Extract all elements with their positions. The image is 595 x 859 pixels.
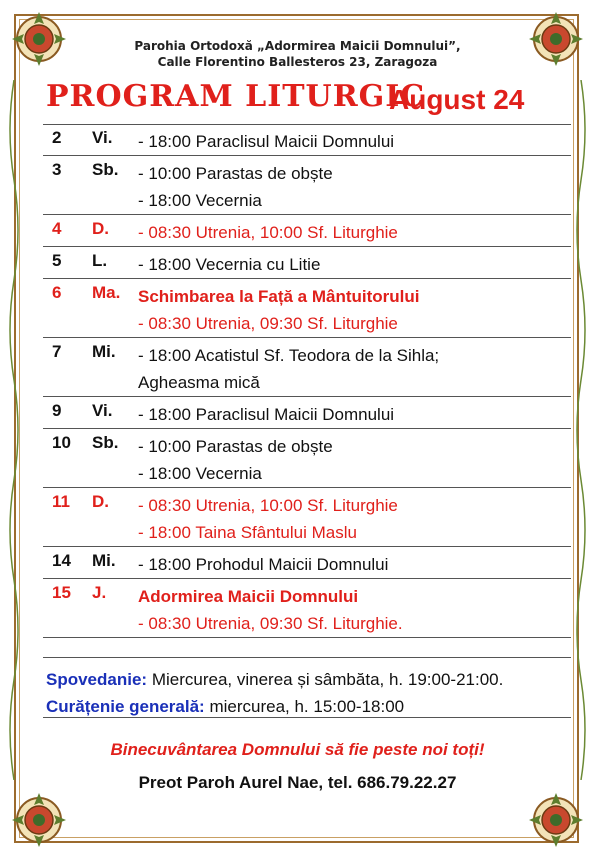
info-section	[46, 666, 503, 720]
day-number: 4	[52, 219, 62, 238]
page-title: PROGRAM LITURGIC	[46, 79, 426, 114]
weekday-label: Sb.	[92, 160, 119, 179]
event-line: - 18:00 Prohodul Maicii Domnului	[138, 555, 389, 574]
schedule-row	[43, 124, 571, 156]
event-line: - 10:00 Parastas de obște	[138, 164, 333, 183]
event-line: - 08:30 Utrenia, 10:00 Sf. Liturghie	[138, 223, 398, 242]
confession-label: Spovedanie:	[46, 670, 148, 689]
schedule-row	[43, 579, 571, 638]
corner-ornament-icon	[4, 785, 74, 855]
weekday-label: Mi.	[92, 551, 116, 570]
confession-text: Miercurea, vinerea și sâmbăta, h. 19:00-21:00.	[147, 670, 504, 689]
event-line: - 08:30 Utrenia, 09:30 Sf. Liturghie.	[138, 614, 403, 633]
event-line: - 18:00 Vecernia	[138, 191, 262, 210]
weekday-label: Sb.	[92, 433, 119, 452]
divider	[43, 717, 571, 718]
parish-address: Calle Florentino Ballesteros 23, Zaragoza	[157, 55, 438, 69]
parish-name: Parohia Ortodoxă „Adormirea Maicii Domnului”,	[134, 39, 461, 53]
event-line: Agheasma mică	[138, 373, 260, 392]
month-label: August 24	[389, 84, 525, 115]
schedule-row	[43, 279, 571, 338]
day-number: 5	[52, 251, 62, 270]
day-number: 7	[52, 342, 62, 361]
event-line: - 18:00 Taina Sfântului Maslu	[138, 523, 357, 542]
schedule-row	[43, 397, 571, 429]
cleaning-text: miercurea, h. 15:00-18:00	[204, 697, 405, 716]
schedule-row	[43, 338, 571, 397]
divider	[43, 657, 571, 658]
schedule-row	[43, 156, 571, 215]
day-number: 10	[52, 433, 71, 452]
event-line: - 18:00 Acatistul Sf. Teodora de la Sihla;	[138, 346, 440, 365]
day-number: 15	[52, 583, 71, 602]
schedule-table	[43, 124, 571, 638]
day-number: 6	[52, 283, 62, 302]
event-line: Adormirea Maicii Domnului	[138, 587, 359, 606]
weekday-label: Ma.	[92, 283, 121, 302]
schedule-row	[43, 247, 571, 279]
day-number: 2	[52, 128, 62, 147]
day-number: 3	[52, 160, 62, 179]
event-line: - 18:00 Vecernia	[138, 464, 262, 483]
vine-ornament-icon	[4, 80, 24, 780]
event-line: - 10:00 Parastas de obște	[138, 437, 333, 456]
event-line: - 08:30 Utrenia, 10:00 Sf. Liturghie	[138, 496, 398, 515]
weekday-label: Vi.	[92, 128, 113, 147]
schedule-row	[43, 429, 571, 488]
cleaning-label: Curățenie generală:	[46, 697, 205, 716]
event-line: Schimbarea la Față a Mântuitorului	[138, 287, 420, 306]
corner-ornament-icon	[521, 785, 591, 855]
event-line: - 18:00 Paraclisul Maicii Domnului	[138, 405, 395, 424]
schedule-row	[43, 215, 571, 247]
event-line: - 18:00 Paraclisul Maicii Domnului	[138, 132, 395, 151]
weekday-label: D.	[92, 219, 109, 238]
schedule-row	[43, 547, 571, 579]
vine-ornament-icon	[571, 80, 591, 780]
weekday-label: Mi.	[92, 342, 116, 361]
weekday-label: D.	[92, 492, 109, 511]
event-line: - 08:30 Utrenia, 09:30 Sf. Liturghie	[138, 314, 398, 333]
day-number: 9	[52, 401, 62, 420]
weekday-label: L.	[92, 251, 108, 270]
day-number: 11	[52, 492, 70, 511]
blessing-text: Binecuvântarea Domnului să fie peste noi toți!	[110, 740, 485, 759]
day-number: 14	[52, 551, 71, 570]
weekday-label: J.	[92, 583, 107, 602]
schedule-row	[43, 488, 571, 547]
priest-contact: Preot Paroh Aurel Nae, tel. 686.79.22.27	[138, 773, 457, 792]
weekday-label: Vi.	[92, 401, 113, 420]
event-line: - 18:00 Vecernia cu Litie	[138, 255, 321, 274]
